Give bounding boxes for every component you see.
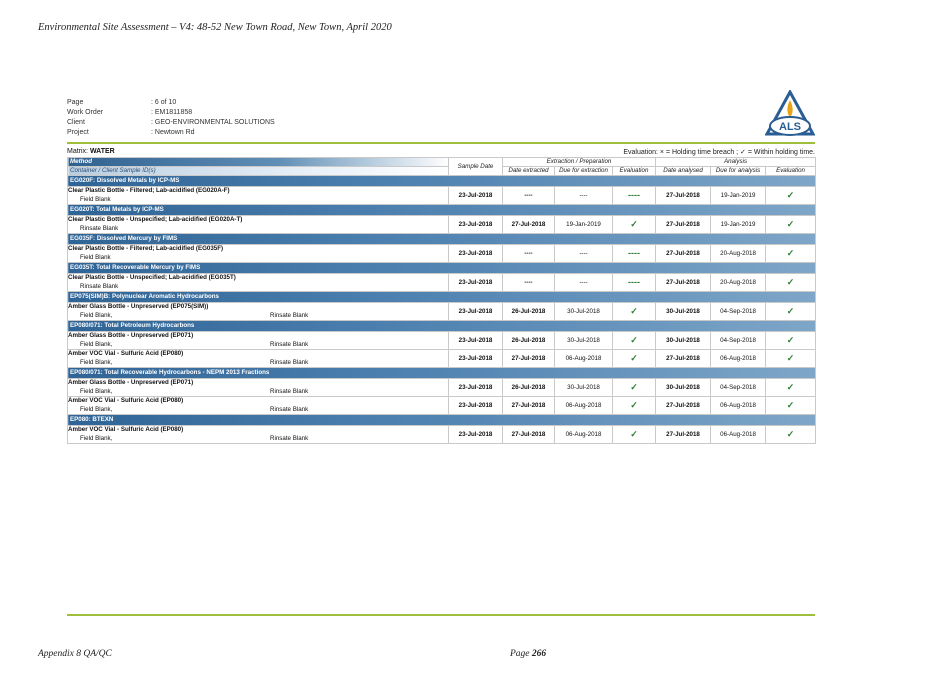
container-name: Clear Plastic Bottle - Unspecified; Lab-acidified (EG020A-T) xyxy=(68,216,243,223)
sample-id-2: Rinsate Blank xyxy=(270,312,309,319)
meta-row xyxy=(67,128,275,138)
due-extraction-cell: 30-Jul-2018 xyxy=(555,303,613,321)
date-extracted-cell: 27-Jul-2018 xyxy=(503,426,555,444)
sample-date-cell: 23-Jul-2018 xyxy=(449,332,503,350)
table-row xyxy=(68,245,816,263)
due-analysis-cell: 04-Sep-2018 xyxy=(711,379,766,397)
meta-row xyxy=(67,118,275,128)
date-analysed-cell: 27-Jul-2018 xyxy=(656,426,711,444)
date-extracted-cell: ---- xyxy=(503,245,555,263)
method-title: EP080/071: Total Recoverable Hydrocarbons - NEPM 2013 Fractions xyxy=(68,368,816,379)
method-title: EG020T: Total Metals by ICP-MS xyxy=(68,205,816,216)
sample-id: Field Blank, xyxy=(80,359,113,366)
table-row xyxy=(68,426,816,444)
table-header-row xyxy=(68,158,816,167)
date-analysed-cell: 27-Jul-2018 xyxy=(656,216,711,234)
sample-date-cell: 23-Jul-2018 xyxy=(449,303,503,321)
method-section-row xyxy=(68,292,816,303)
container-cell xyxy=(68,216,449,234)
due-extraction-cell: ---- xyxy=(555,274,613,292)
document-header: Environmental Site Assessment – V4: 48-52 New Town Road, New Town, April 2020 xyxy=(38,22,392,33)
due-extraction-cell: 19-Jan-2019 xyxy=(555,216,613,234)
footer-page xyxy=(510,649,546,659)
meta-value: : EM1811858 xyxy=(151,109,193,116)
sample-id: Field Blank, xyxy=(80,341,113,348)
date-analysed-cell: 27-Jul-2018 xyxy=(656,350,711,368)
method-title: EG035F: Dissolved Mercury by FIMS xyxy=(68,234,816,245)
table-row xyxy=(68,379,816,397)
sample-id-2: Rinsate Blank xyxy=(270,406,309,413)
meta-value: : 6 of 10 xyxy=(151,99,177,106)
method-section-row xyxy=(68,368,816,379)
sample-id: Rinsate Blank xyxy=(80,283,119,290)
logo-text: ALS xyxy=(779,121,801,133)
matrix-label: Matrix: xyxy=(67,148,88,155)
sample-date-cell: 23-Jul-2018 xyxy=(449,426,503,444)
method-section-row xyxy=(68,234,816,245)
method-header: Method xyxy=(68,158,449,167)
date-extracted-cell: 27-Jul-2018 xyxy=(503,350,555,368)
method-title: EP080: BTEXN xyxy=(68,415,816,426)
evaluation-cell: ✓ xyxy=(613,216,656,234)
method-section-row xyxy=(68,205,816,216)
container-name: Amber Glass Bottle - Unpreserved (EP075(SIM)) xyxy=(68,303,209,310)
date-extracted-cell: ---- xyxy=(503,187,555,205)
container-cell xyxy=(68,426,449,444)
evaluation2-cell: ✓ xyxy=(766,379,816,397)
method-section-row xyxy=(68,176,816,187)
evaluation2-cell: ✓ xyxy=(766,187,816,205)
container-name: Clear Plastic Bottle - Unspecified; Lab-acidified (EG035T) xyxy=(68,274,236,281)
sample-id: Rinsate Blank xyxy=(80,225,119,232)
sample-ids xyxy=(70,224,446,233)
due-analysis-cell: 19-Jan-2019 xyxy=(711,187,766,205)
table-row xyxy=(68,187,816,205)
evaluation-cell: ✓ xyxy=(613,332,656,350)
due-analysis-cell: 04-Sep-2018 xyxy=(711,332,766,350)
date-extracted-cell: 26-Jul-2018 xyxy=(503,379,555,397)
evaluation2-cell: ✓ xyxy=(766,332,816,350)
sample-id-2: Rinsate Blank xyxy=(270,359,309,366)
date-extracted-cell: ---- xyxy=(503,274,555,292)
container-name: Amber VOC Vial - Sulfuric Acid (EP080) xyxy=(68,426,184,433)
footer-appendix: Appendix 8 QA/QC xyxy=(38,649,112,659)
evaluation2-cell: ✓ xyxy=(766,216,816,234)
date-extracted-cell: 27-Jul-2018 xyxy=(503,397,555,415)
meta-row xyxy=(67,98,275,108)
due-extraction-cell: 06-Aug-2018 xyxy=(555,426,613,444)
sample-date-cell: 23-Jul-2018 xyxy=(449,245,503,263)
date-analysed-cell: 27-Jul-2018 xyxy=(656,245,711,263)
evaluation2-cell: ✓ xyxy=(766,397,816,415)
meta-key: Page xyxy=(67,99,84,106)
due-extraction-cell: ---- xyxy=(555,245,613,263)
container-cell xyxy=(68,245,449,263)
container-name: Clear Plastic Bottle - Filtered; Lab-acidified (EG020A-F) xyxy=(68,187,230,194)
sample-id: Field Blank, xyxy=(80,435,113,442)
container-cell xyxy=(68,332,449,350)
evaluation-cell: ✓ xyxy=(613,303,656,321)
sample-ids xyxy=(70,195,446,204)
container-cell xyxy=(68,274,449,292)
due-analysis-header: Due for analysis xyxy=(711,167,766,176)
sample-date-cell: 23-Jul-2018 xyxy=(449,350,503,368)
footer-page-label: Page xyxy=(510,649,530,659)
evaluation-cell: ✓ xyxy=(613,397,656,415)
method-section-row xyxy=(68,415,816,426)
sample-date-cell: 23-Jul-2018 xyxy=(449,274,503,292)
due-analysis-cell: 04-Sep-2018 xyxy=(711,303,766,321)
evaluation2-cell: ✓ xyxy=(766,426,816,444)
sample-date-cell: 23-Jul-2018 xyxy=(449,397,503,415)
due-analysis-cell: 20-Aug-2018 xyxy=(711,274,766,292)
evaluation2-cell: ✓ xyxy=(766,350,816,368)
sample-id: Field Blank, xyxy=(80,406,113,413)
sample-id: Field Blank xyxy=(80,254,111,261)
sample-ids xyxy=(70,253,446,262)
due-extraction-cell: 06-Aug-2018 xyxy=(555,350,613,368)
als-logo xyxy=(765,90,815,138)
sample-date-cell: 23-Jul-2018 xyxy=(449,216,503,234)
sample-id: Field Blank, xyxy=(80,312,113,319)
analysis-group-header: Analysis xyxy=(656,158,816,167)
table-row xyxy=(68,274,816,292)
date-analysed-cell: 27-Jul-2018 xyxy=(656,274,711,292)
evaluation2-cell: ✓ xyxy=(766,303,816,321)
date-analysed-cell: 27-Jul-2018 xyxy=(656,187,711,205)
extraction-group-header: Extraction / Preparation xyxy=(503,158,656,167)
bottom-rule xyxy=(67,614,815,616)
sample-id: Field Blank xyxy=(80,196,111,203)
container-name: Clear Plastic Bottle - Filtered; Lab-acidified (EG035F) xyxy=(68,245,224,252)
holding-time-table xyxy=(67,157,816,444)
due-extraction-header: Due for extraction xyxy=(555,167,613,176)
container-header: Container / Client Sample ID(s) xyxy=(68,167,449,176)
date-analysed-cell: 27-Jul-2018 xyxy=(656,397,711,415)
sample-ids xyxy=(70,434,446,443)
matrix xyxy=(67,148,115,155)
sample-ids xyxy=(70,358,446,367)
sample-id-2: Rinsate Blank xyxy=(270,388,309,395)
sample-date-header: Sample Date xyxy=(449,158,503,176)
top-rule xyxy=(67,142,815,144)
evaluation-legend: Evaluation: × = Holding time breach ; ✓ = Within holding time. xyxy=(623,149,815,156)
meta-key: Client xyxy=(67,119,85,126)
evaluation-cell: ---- xyxy=(613,274,656,292)
due-analysis-cell: 06-Aug-2018 xyxy=(711,426,766,444)
evaluation-header: Evaluation xyxy=(613,167,656,176)
report-meta xyxy=(67,98,275,138)
method-title: EP075(SIM)B: Polynuclear Aromatic Hydrocarbons xyxy=(68,292,816,303)
sample-ids xyxy=(70,282,446,291)
container-cell xyxy=(68,397,449,415)
due-analysis-cell: 06-Aug-2018 xyxy=(711,397,766,415)
matrix-value: WATER xyxy=(89,148,115,155)
sample-id-2: Rinsate Blank xyxy=(270,341,309,348)
method-title: EP080/071: Total Petroleum Hydrocarbons xyxy=(68,321,816,332)
due-extraction-cell: 06-Aug-2018 xyxy=(555,397,613,415)
container-name: Amber VOC Vial - Sulfuric Acid (EP080) xyxy=(68,397,184,404)
container-cell xyxy=(68,379,449,397)
evaluation2-header: Evaluation xyxy=(766,167,816,176)
meta-key: Work Order xyxy=(67,109,104,116)
container-cell xyxy=(68,350,449,368)
container-cell xyxy=(68,187,449,205)
date-extracted-header: Date extracted xyxy=(503,167,555,176)
container-name: Amber Glass Bottle - Unpreserved (EP071) xyxy=(68,379,194,386)
evaluation2-cell: ✓ xyxy=(766,245,816,263)
sample-ids xyxy=(70,387,446,396)
table-subheader-row xyxy=(68,167,816,176)
date-analysed-cell: 30-Jul-2018 xyxy=(656,332,711,350)
due-extraction-cell: 30-Jul-2018 xyxy=(555,332,613,350)
container-name: Amber VOC Vial - Sulfuric Acid (EP080) xyxy=(68,350,184,357)
meta-key: Project xyxy=(67,129,89,136)
meta-value: : GEO-ENVIRONMENTAL SOLUTIONS xyxy=(151,119,275,126)
footer-page-number: 266 xyxy=(531,649,547,659)
method-section-row xyxy=(68,321,816,332)
sample-ids xyxy=(70,340,446,349)
evaluation-cell: ---- xyxy=(613,245,656,263)
sample-date-cell: 23-Jul-2018 xyxy=(449,379,503,397)
sample-id: Field Blank, xyxy=(80,388,113,395)
evaluation-cell: ---- xyxy=(613,187,656,205)
meta-row xyxy=(67,108,275,118)
due-analysis-cell: 19-Jan-2019 xyxy=(711,216,766,234)
sample-id-2: Rinsate Blank xyxy=(270,435,309,442)
container-cell xyxy=(68,303,449,321)
date-analysed-cell: 30-Jul-2018 xyxy=(656,303,711,321)
method-section-row xyxy=(68,263,816,274)
meta-value: : Newtown Rd xyxy=(151,129,195,136)
due-analysis-cell: 06-Aug-2018 xyxy=(711,350,766,368)
evaluation-cell: ✓ xyxy=(613,350,656,368)
date-analysed-cell: 30-Jul-2018 xyxy=(656,379,711,397)
due-extraction-cell: ---- xyxy=(555,187,613,205)
evaluation-cell: ✓ xyxy=(613,426,656,444)
table-row xyxy=(68,332,816,350)
date-extracted-cell: 27-Jul-2018 xyxy=(503,216,555,234)
evaluation2-cell: ✓ xyxy=(766,274,816,292)
sample-ids xyxy=(70,311,446,320)
due-analysis-cell: 20-Aug-2018 xyxy=(711,245,766,263)
table-row xyxy=(68,397,816,415)
sample-ids xyxy=(70,405,446,414)
sample-date-cell: 23-Jul-2018 xyxy=(449,187,503,205)
date-analysed-header: Date analysed xyxy=(656,167,711,176)
method-title: EG020F: Dissolved Metals by ICP-MS xyxy=(68,176,816,187)
date-extracted-cell: 26-Jul-2018 xyxy=(503,303,555,321)
date-extracted-cell: 26-Jul-2018 xyxy=(503,332,555,350)
container-name: Amber Glass Bottle - Unpreserved (EP071) xyxy=(68,332,194,339)
evaluation-cell: ✓ xyxy=(613,379,656,397)
table-row xyxy=(68,216,816,234)
table-row xyxy=(68,303,816,321)
method-title: EG035T: Total Recoverable Mercury by FIMS xyxy=(68,263,816,274)
due-extraction-cell: 30-Jul-2018 xyxy=(555,379,613,397)
table-row xyxy=(68,350,816,368)
